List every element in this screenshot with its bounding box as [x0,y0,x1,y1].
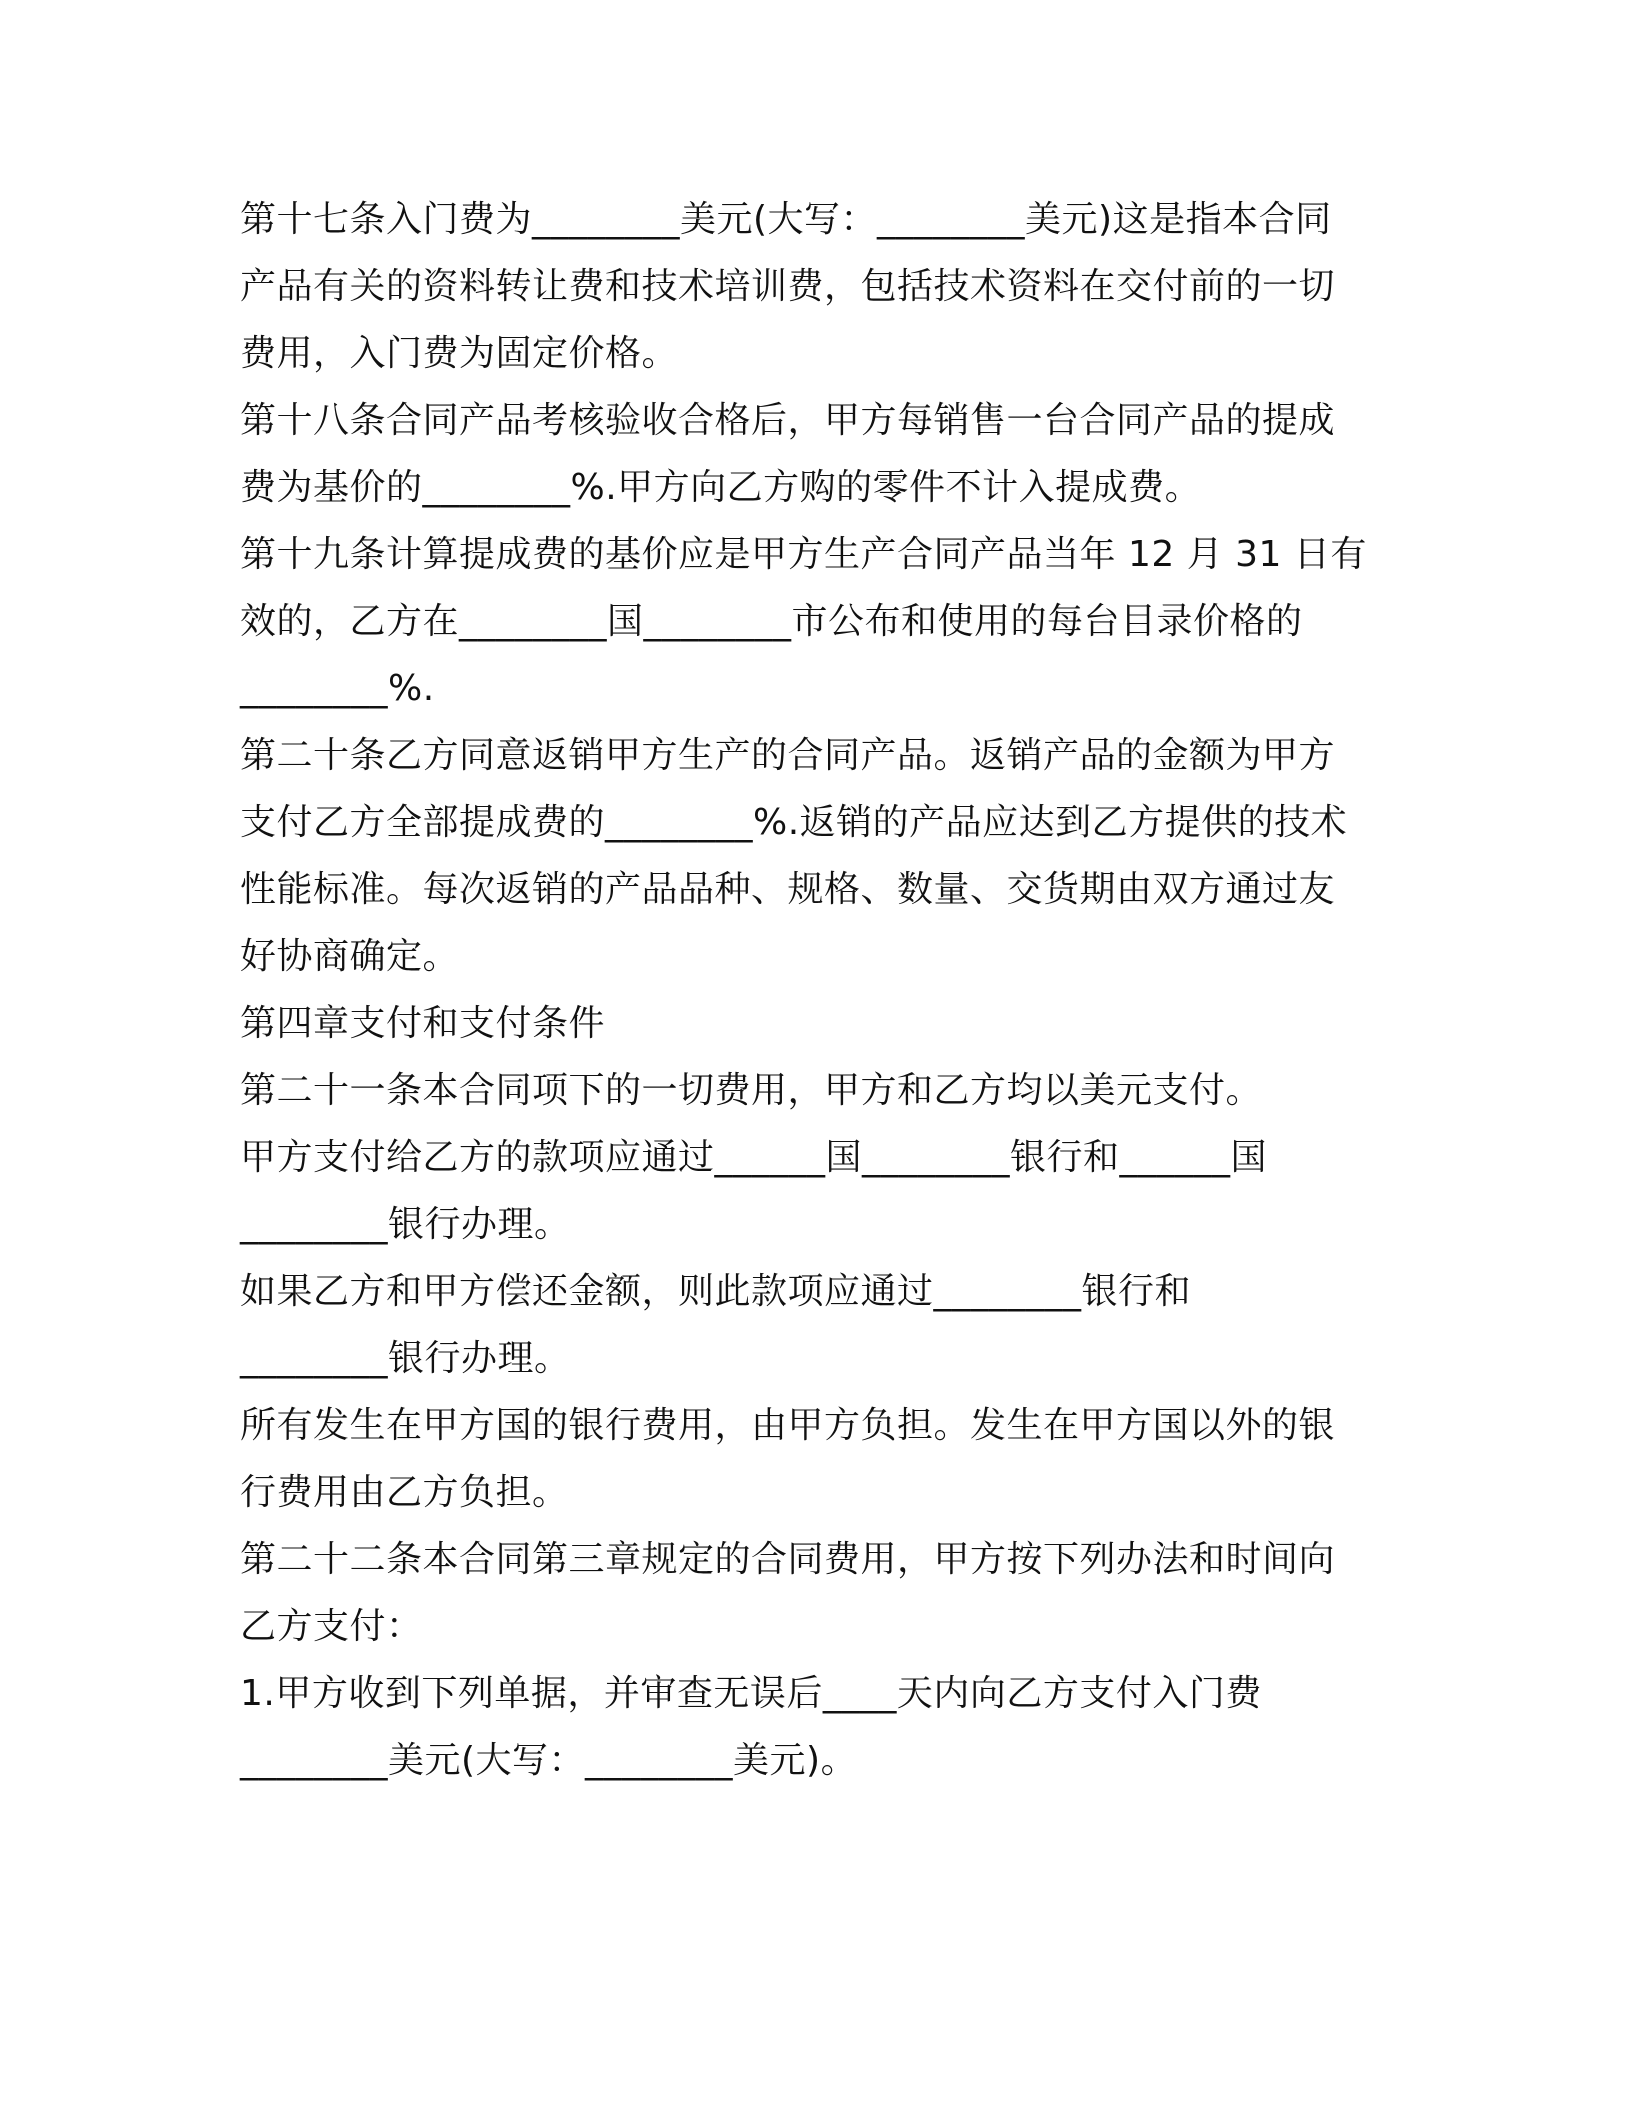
article-21-line-6: 所有发生在甲方国的银行费用，由甲方负担。发生在甲方国以外的银 [240,1405,1336,1446]
article-21-line-3: ________银行办理。 [240,1204,571,1245]
article-19-line-2: 效的，乙方在________国________市公布和使用的每台目录价格的 [240,601,1303,642]
article-22-line-2: 乙方支付： [240,1606,423,1647]
article-21-line-1: 第二十一条本合同项下的一切费用，甲方和乙方均以美元支付。 [240,1070,1263,1111]
article-21-line-5: ________银行办理。 [240,1338,571,1379]
article-22-item-1-line-2: ________美元(大写：________美元)。 [240,1740,858,1781]
article-21-line-7: 行费用由乙方负担。 [240,1472,569,1513]
article-22-line-1: 第二十二条本合同第三章规定的合同费用，甲方按下列办法和时间向 [240,1539,1336,1580]
article-21-line-2: 甲方支付给乙方的款项应通过______国________银行和______国 [240,1137,1268,1178]
article-18-line-2: 费为基价的________%.甲方向乙方购的零件不计入提成费。 [240,467,1202,508]
article-19-line-1: 第十九条计算提成费的基价应是甲方生产合同产品当年 12 月 31 日有 [240,534,1367,575]
contract-text [240,186,1400,1794]
article-20-line-4: 好协商确定。 [240,936,460,977]
article-20-line-3: 性能标准。每次返销的产品品种、规格、数量、交货期由双方通过友 [240,869,1336,910]
article-21-line-4: 如果乙方和甲方偿还金额，则此款项应通过________银行和 [240,1271,1192,1312]
article-20-line-2: 支付乙方全部提成费的________%.返销的产品应达到乙方提供的技术 [240,802,1348,843]
article-17-line-1: 第十七条入门费为________美元(大写：________美元)这是指本合同 [240,199,1332,240]
article-20-line-1: 第二十条乙方同意返销甲方生产的合同产品。返销产品的金额为甲方 [240,735,1336,776]
chapter-4-heading: 第四章支付和支付条件 [240,1003,606,1044]
article-17-line-2: 产品有关的资料转让费和技术培训费，包括技术资料在交付前的一切 [240,266,1336,307]
article-22-item-1-line-1: 1.甲方收到下列单据，并审查无误后____天内向乙方支付入门费 [240,1673,1262,1714]
article-18-line-1: 第十八条合同产品考核验收合格后，甲方每销售一台合同产品的提成 [240,400,1336,441]
article-17-line-3: 费用，入门费为固定价格。 [240,333,679,374]
article-19-line-3: ________%. [240,668,435,709]
